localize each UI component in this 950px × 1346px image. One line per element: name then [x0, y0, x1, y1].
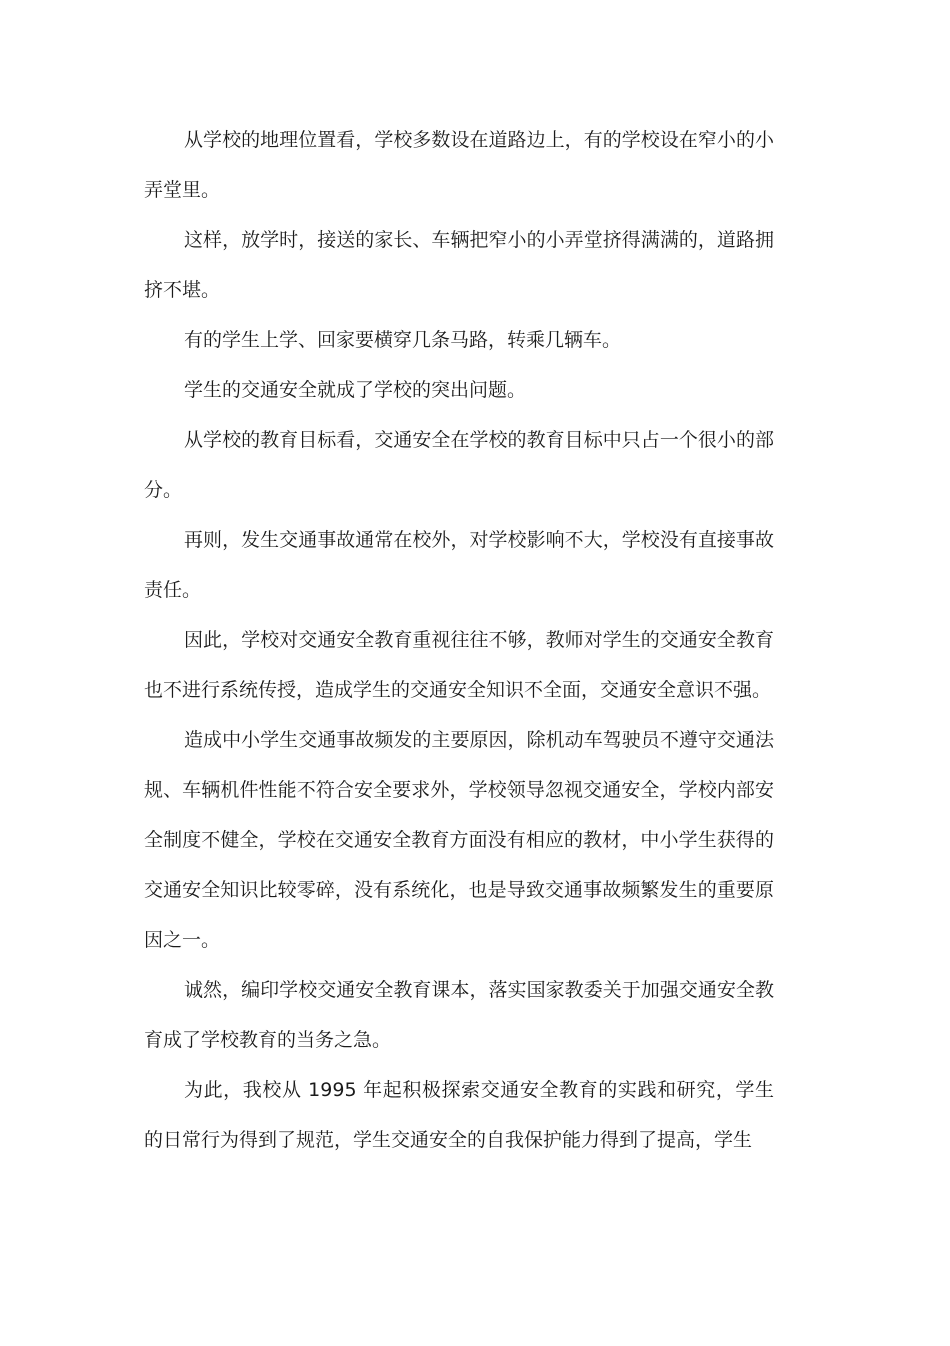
- paragraph-6: 再则，发生交通事故通常在校外，对学校影响不大，学校没有直接事故责任。: [144, 529, 774, 601]
- paragraph-9: 诚然，编印学校交通安全教育课本，落实国家教委关于加强交通安全教育成了学校教育的当务之急。: [144, 979, 774, 1051]
- paragraph-10: 为此，我校从 1995 年起积极探索交通安全教育的实践和研究，学生的日常行为得到了规范，学生交通安全的自我保护能力得到了提高，学生: [144, 1079, 774, 1151]
- paragraph-2: 这样，放学时，接送的家长、车辆把窄小的小弄堂挤得满满的，道路拥挤不堪。: [144, 229, 774, 301]
- paragraph-4: 学生的交通安全就成了学校的突出问题。: [184, 379, 527, 401]
- paragraph-1: 从学校的地理位置看，学校多数设在道路边上，有的学校设在窄小的小弄堂里。: [144, 129, 774, 201]
- paragraph-5: 从学校的教育目标看，交通安全在学校的教育目标中只占一个很小的部分。: [144, 429, 774, 501]
- document-body: [144, 115, 774, 1165]
- paragraph-7: 因此，学校对交通安全教育重视往往不够，教师对学生的交通安全教育也不进行系统传授，造成学生的交通安全知识不全面，交通安全意识不强。: [144, 629, 774, 701]
- paragraph-8: 造成中小学生交通事故频发的主要原因，除机动车驾驶员不遵守交通法规、车辆机件性能不符合安全要求外，学校领导忽视交通安全，学校内部安全制度不健全，学校在交通安全教育方面没有相应的教材，中小学生获得的交通安全知识比较零碎，没有系统化，也是导致交通事故频繁发生的重要原因之一。: [144, 729, 774, 951]
- paragraph-3: 有的学生上学、回家要横穿几条马路，转乘几辆车。: [184, 329, 622, 351]
